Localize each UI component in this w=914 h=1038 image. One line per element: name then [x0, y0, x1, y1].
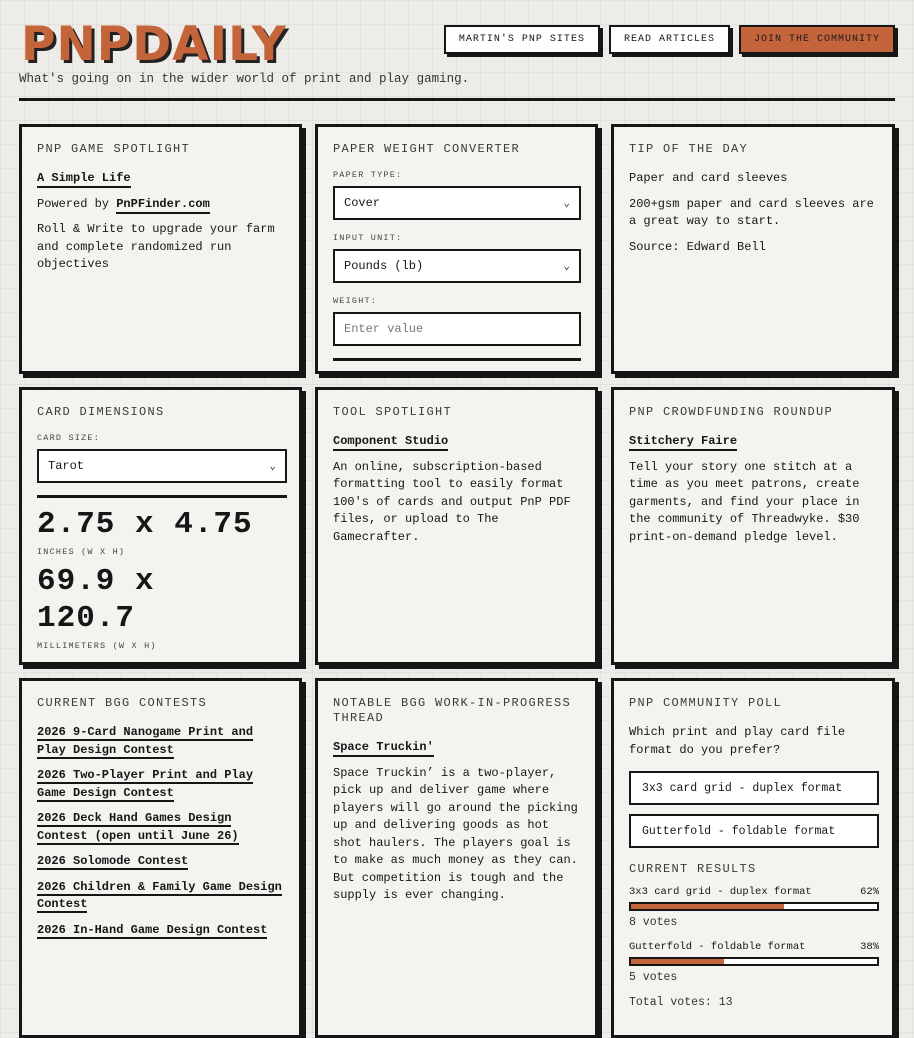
contest-item[interactable] [37, 810, 284, 845]
total-votes: Total votes: 13 [629, 996, 733, 1009]
pnpfinder-link[interactable]: PnPFinder.com [116, 197, 210, 214]
result-bar [629, 902, 879, 911]
card-title: TIP OF THE DAY [629, 142, 749, 156]
card-size-label: CARD SIZE: [37, 433, 101, 443]
card-title: NOTABLE BGG WORK-IN-PROGRESS THREAD [333, 696, 572, 725]
nav-martins-sites-button[interactable]: MARTIN'S PNP SITES [444, 25, 600, 54]
weight-label: WEIGHT: [333, 296, 378, 306]
mm-value-line2: 120.7 [37, 601, 136, 636]
contest-item[interactable] [37, 767, 284, 802]
site-header [19, 18, 895, 102]
paper-type-label: PAPER TYPE: [333, 170, 403, 180]
crowdfunding-link[interactable]: Stitchery Faire [629, 434, 737, 451]
tool-spotlight-card [315, 387, 598, 665]
contest-link[interactable]: 2026 Solomode Contest [37, 854, 189, 868]
result-label: 3x3 card grid - duplex format [629, 886, 812, 898]
input-unit-label: INPUT UNIT: [333, 233, 403, 243]
tip-body: 200+gsm paper and card sleeves are a great way to start. [629, 196, 874, 228]
wip-thread-card [315, 678, 598, 1038]
card-title: TOOL SPOTLIGHT [333, 405, 453, 419]
spotlight-game-link[interactable]: A Simple Life [37, 171, 131, 188]
community-poll-card [611, 678, 895, 1038]
contest-item[interactable] [37, 724, 284, 759]
card-title: CURRENT BGG CONTESTS [37, 696, 208, 710]
result-votes: 5 votes [629, 971, 678, 984]
poll-question: Which print and play card file format do you prefer? [629, 725, 846, 757]
card-title: PNP COMMUNITY POLL [629, 696, 783, 710]
card-title: CARD DIMENSIONS [37, 405, 165, 419]
contest-link[interactable]: 2026 Children & Family Game Design Contest [37, 879, 282, 911]
card-size-value: Tarot [48, 459, 85, 473]
bgg-contests-card [19, 678, 302, 1038]
result-bar-fill [631, 904, 784, 909]
input-unit-value: Pounds (lb) [344, 259, 424, 273]
card-title: PNP CROWDFUNDING ROUNDUP [629, 405, 834, 419]
mm-value-line1: 69.9 x [37, 564, 155, 599]
chevron-down-icon: ⌄ [563, 198, 570, 210]
spotlight-description: Roll & Write to upgrade your farm and complete randomized run objectives [37, 222, 275, 271]
card-size-select[interactable] [37, 449, 287, 483]
card-title: PNP GAME SPOTLIGHT [37, 142, 191, 156]
poll-option-gutterfold[interactable]: Gutterfold - foldable format [629, 814, 879, 848]
tip-heading: Paper and card sleeves [629, 171, 788, 185]
result-row [629, 886, 879, 898]
wip-description: Space Truckin’ is a two-player, pick up and deliver game where players will go around the picking up and delivering goods as hot shot haulers. The players goal is to make as much money as they can. But competition is tough and the supply is ever changing. [333, 765, 578, 902]
contest-link[interactable]: 2026 Deck Hand Games Design Contest (open until June 26) [37, 811, 239, 843]
chevron-down-icon: ⌄ [269, 461, 276, 473]
tip-source: Source: Edward Bell [629, 239, 766, 254]
result-bar [629, 957, 879, 966]
wip-link[interactable]: Space Truckin' [333, 740, 434, 757]
contest-link[interactable]: 2026 Two-Player Print and Play Game Design Contest [37, 768, 254, 800]
site-tagline: What's going on in the wider world of print and play gaming. [19, 72, 470, 86]
nav-read-articles-button[interactable]: READ ARTICLES [609, 25, 730, 54]
crowdfunding-description: Tell your story one stitch at a time as you meet patrons, create garments, and find your place in the community of Threadwyke. $30 print-on-demand pledge level. [629, 459, 860, 544]
card-dimensions-card [19, 387, 302, 665]
input-unit-select[interactable] [333, 249, 581, 283]
tool-link[interactable]: Component Studio [333, 434, 448, 451]
nav-join-community-button[interactable]: JOIN THE COMMUNITY [739, 25, 895, 54]
contest-item[interactable] [37, 879, 284, 914]
result-percent: 62% [860, 886, 879, 898]
result-bar-fill [631, 959, 724, 964]
header-divider [19, 98, 895, 101]
top-nav [444, 25, 895, 54]
paper-type-select[interactable] [333, 186, 581, 220]
result-row [629, 941, 879, 953]
contest-item[interactable] [37, 853, 284, 871]
powered-by-label: Powered by [37, 196, 117, 211]
paper-weight-converter-card [315, 124, 598, 374]
game-spotlight-card [19, 124, 302, 374]
weight-input[interactable] [333, 312, 581, 346]
mm-label: MILLIMETERS (W X H) [37, 641, 157, 651]
weight-placeholder: Enter value [344, 322, 424, 336]
poll-option-duplex[interactable]: 3x3 card grid - duplex format [629, 771, 879, 805]
chevron-down-icon: ⌄ [563, 261, 570, 273]
contest-item[interactable] [37, 922, 284, 940]
site-logo[interactable]: PNPDAILY [21, 17, 287, 72]
converter-divider [333, 358, 581, 361]
inches-label: INCHES (W X H) [37, 547, 126, 557]
result-label: Gutterfold - foldable format [629, 941, 806, 953]
result-votes: 8 votes [629, 916, 678, 929]
inches-value: 2.75 x 4.75 [37, 507, 253, 542]
dimensions-divider [37, 495, 287, 498]
tool-description: An online, subscription-based formatting tool to easily format 100's of cards and output PnP PDF files, or upload to The Gamecrafter. [333, 459, 571, 544]
card-title: PAPER WEIGHT CONVERTER [333, 142, 521, 156]
contest-link[interactable]: 2026 In-Hand Game Design Contest [37, 922, 268, 937]
contest-link[interactable]: 2026 9-Card Nanogame Print and Play Design Contest [37, 725, 254, 757]
results-title: CURRENT RESULTS [629, 862, 757, 876]
result-percent: 38% [860, 941, 879, 953]
tip-of-the-day-card [611, 124, 895, 374]
crowdfunding-roundup-card [611, 387, 895, 665]
paper-type-value: Cover [344, 196, 381, 210]
